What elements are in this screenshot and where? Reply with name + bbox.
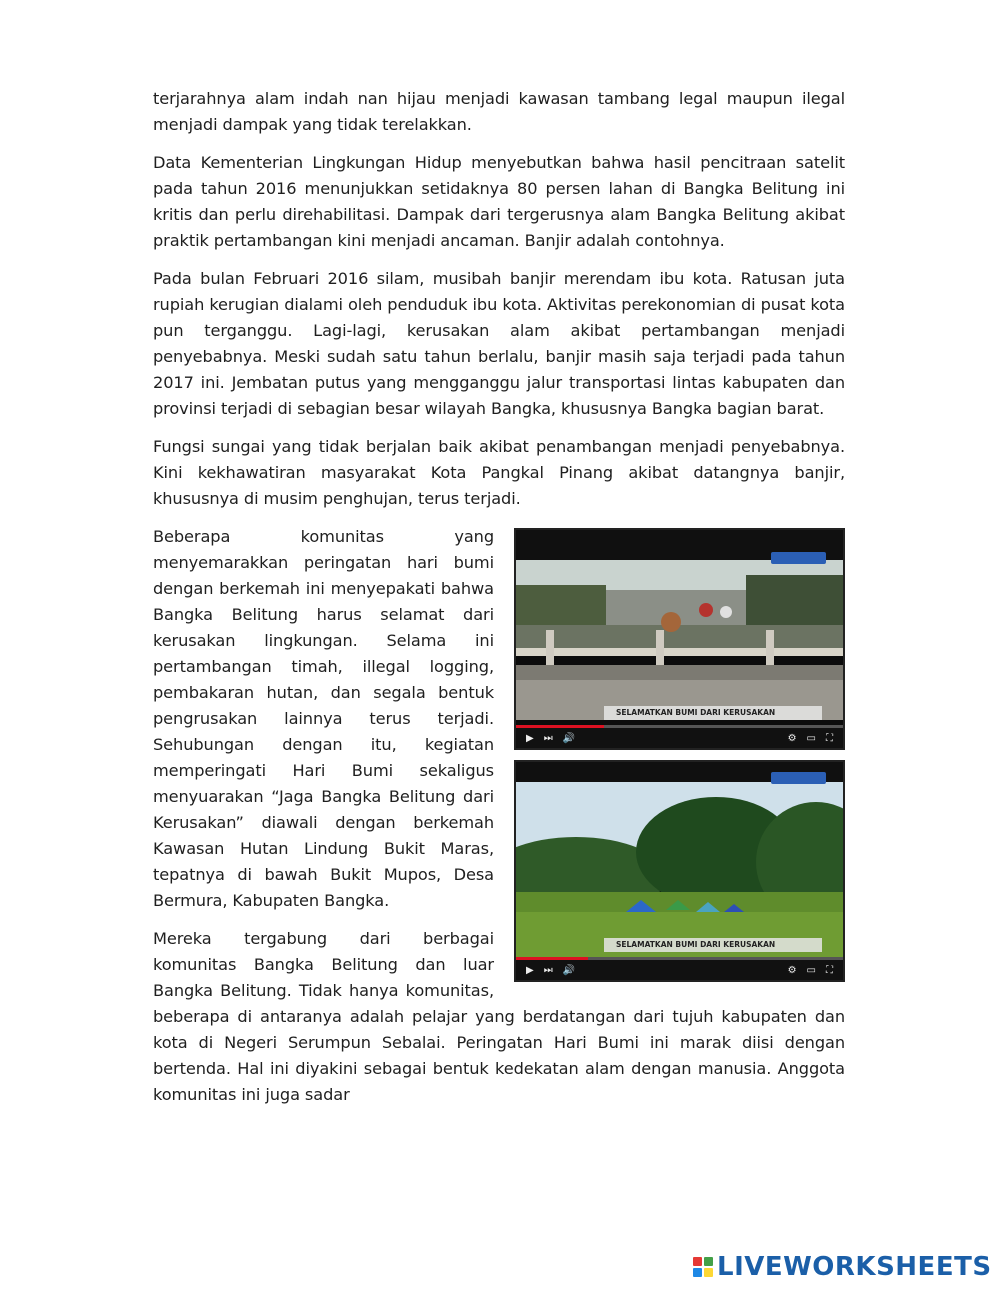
play-icon[interactable]: ▶ — [526, 732, 534, 744]
video-caption: SELAMATKAN BUMI DARI KERUSAKAN — [604, 706, 822, 720]
paragraph-6: Mereka tergabung dari berbagai komunitas Bangka Belitung dan luar Bangka Belitung. Tidak hanya komunitas, beberapa di antaranya adalah pelajar yang berdatangan dari tujuh kabupaten dan kota di Negeri Serumpun Sebalai. Peringatan Hari Bumi ini marak diisi dengan bertenda. Hal ini diyakini sebagai bentuk kedekatan alam dengan manusia. Anggota komunitas ini juga sadar — [153, 929, 845, 1104]
next-icon[interactable]: ⏭ — [543, 964, 553, 976]
miniplayer-icon[interactable]: ▭ — [806, 964, 816, 976]
fullscreen-icon[interactable]: ⛶ — [826, 732, 833, 744]
settings-icon[interactable]: ⚙ — [787, 964, 797, 976]
image-column — [514, 528, 845, 992]
paragraph-3: Pada bulan Februari 2016 silam, musibah banjir merendam ibu kota. Ratusan juta rupiah kerugian dialami oleh penduduk ibu kota. Aktivitas perekonomian di pusat kota pun terganggu. Lagi-lagi, kerusakan alam akibat pertambangan menjadi penyebabnya. Meski sudah satu tahun berlalu, banjir masih saja terjadi pada tahun 2017 ini. Jembatan putus yang mengganggu jalur transportasi lintas kabupaten dan provinsi terjadi di sebagian besar wilayah Bangka, khususnya Bangka bagian barat. — [153, 269, 845, 418]
volume-icon[interactable]: 🔊 — [562, 732, 576, 744]
paragraph-2: Data Kementerian Lingkungan Hidup menyebutkan bahwa hasil pencitraan satelit pada tahun 2016 menunjukkan setidaknya 80 persen lahan di Bangka Belitung ini kritis dan perlu direhabilitasi. Dampak dari tergerusnya alam Bangka Belitung akibat praktik pertambangan kini menjadi ancaman. Banjir adalah contohnya. — [153, 153, 845, 250]
video-controls — [516, 728, 843, 748]
volume-icon[interactable]: 🔊 — [562, 964, 576, 976]
paragraph-4: Fungsi sungai yang tidak berjalan baik akibat penambangan menjadi penyebabnya. Kini kekhawatiran masyarakat Kota Pangkal Pinang akibat datangnya banjir, khususnya di musim penghujan, terus terjadi. — [153, 437, 845, 508]
logo-grid-icon — [693, 1257, 713, 1277]
video-controls — [516, 960, 843, 980]
video-camping-field[interactable] — [514, 760, 845, 982]
paragraph-1: terjarahnya alam indah nan hijau menjadi kawasan tambang legal maupun ilegal menjadi dampak yang tidak terelakkan. — [153, 89, 845, 134]
settings-icon[interactable]: ⚙ — [787, 732, 797, 744]
liveworksheets-logo — [693, 1252, 992, 1282]
logo-text: LIVEWORKSHEETS — [717, 1252, 992, 1282]
video-caption: SELAMATKAN BUMI DARI KERUSAKAN — [604, 938, 822, 952]
play-icon[interactable]: ▶ — [526, 964, 534, 976]
fullscreen-icon[interactable]: ⛶ — [826, 964, 833, 976]
video-flood-bridge[interactable] — [514, 528, 845, 750]
document-page — [153, 86, 845, 1120]
next-icon[interactable]: ⏭ — [543, 732, 553, 744]
text-with-images — [153, 524, 845, 1120]
paragraph-5: Beberapa komunitas yang menyemarakkan peringatan hari bumi dengan berkemah ini menyepakati bahwa Bangka Belitung harus selamat dari kerusakan lingkungan. Selama ini pertambangan timah, illegal logging, pembakaran hutan, dan segala bentuk pengrusakan lainnya terus terjadi. Sehubungan dengan itu, kegiatan memperingati Hari Bumi sekaligus menyuarakan “Jaga Bangka Belitung dari Kerusakan” diawali dengan berkemah Kawasan Hutan Lindung Bukit Maras, tepatnya di bawah Bukit Mupos, Desa Bermura, Kabupaten Bangka. — [153, 527, 494, 910]
miniplayer-icon[interactable]: ▭ — [806, 732, 816, 744]
